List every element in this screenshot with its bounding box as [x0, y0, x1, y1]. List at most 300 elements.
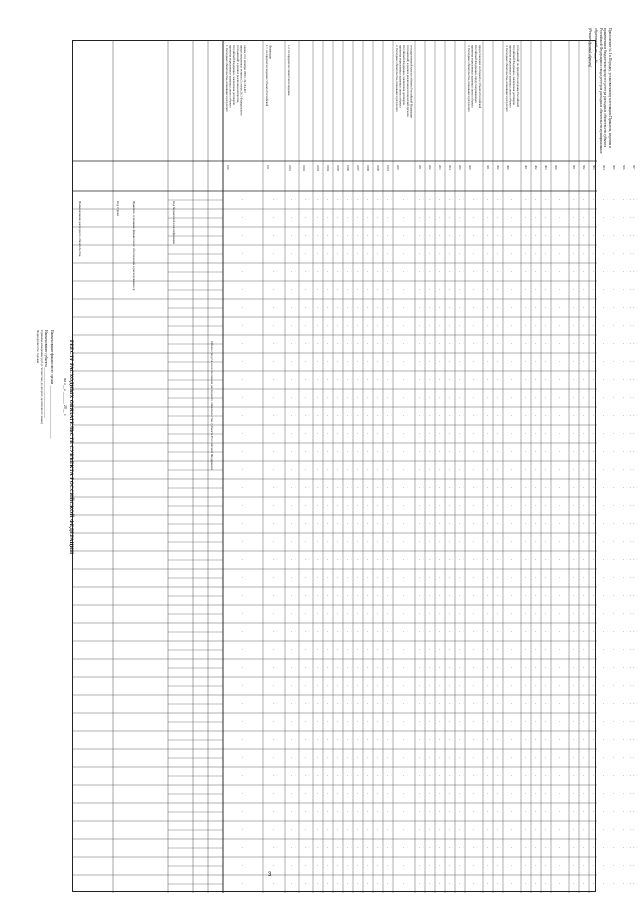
table-cell: -: [613, 629, 615, 633]
table-cell: -: [367, 557, 369, 561]
table-cell: -: [511, 647, 513, 651]
table-cell: -: [593, 305, 595, 309]
table-cell: -: [347, 503, 349, 507]
table-cell: -: [633, 629, 635, 633]
table-cell: -: [630, 701, 632, 705]
table-cell: -: [337, 521, 339, 525]
table-cell: -: [545, 575, 547, 579]
table-cell: -: [487, 755, 489, 759]
table-cell: -: [439, 719, 441, 723]
table-cell: -: [367, 611, 369, 615]
table-cell: -: [317, 755, 319, 759]
table-cell: -: [291, 773, 293, 777]
table-cell: -: [535, 665, 537, 669]
table-cell: -: [357, 701, 359, 705]
row-code: 301: [486, 165, 490, 170]
table-cell: -: [347, 611, 349, 615]
table-cell: -: [473, 233, 475, 237]
table-cell: -: [545, 287, 547, 291]
table-cell: -: [593, 197, 595, 201]
table-cell: -: [367, 197, 369, 201]
table-cell: -: [573, 323, 575, 327]
table-cell: -: [459, 269, 461, 273]
table-cell: -: [387, 827, 389, 831]
table-cell: -: [439, 773, 441, 777]
table-cell: -: [545, 719, 547, 723]
row-label: принятия нормативных правовых актов субъекта: [228, 45, 233, 108]
table-cell: -: [583, 755, 585, 759]
table-cell: -: [347, 647, 349, 651]
table-cell: -: [377, 701, 379, 705]
table-cell: -: [497, 341, 499, 345]
table-cell: -: [242, 629, 244, 633]
table-cell: -: [497, 413, 499, 417]
table-cell: -: [387, 287, 389, 291]
table-cell: -: [439, 827, 441, 831]
table-cell: -: [317, 269, 319, 273]
table-cell: -: [347, 251, 349, 255]
table-cell: -: [377, 773, 379, 777]
table-cell: -: [273, 863, 275, 867]
table-cell: -: [429, 737, 431, 741]
table-cell: -: [449, 845, 451, 849]
table-cell: -: [525, 341, 527, 345]
table-cell: -: [633, 863, 635, 867]
table-cell: -: [367, 485, 369, 489]
table-cell: -: [429, 449, 431, 453]
table-cell: -: [511, 341, 513, 345]
table-cell: -: [525, 377, 527, 381]
table-cell: -: [535, 233, 537, 237]
table-cell: -: [403, 809, 405, 813]
table-cell: -: [291, 251, 293, 255]
table-cell: -: [545, 863, 547, 867]
table-cell: -: [439, 395, 441, 399]
table-cell: -: [573, 719, 575, 723]
table-cell: -: [511, 323, 513, 327]
row-code: 1002: [302, 165, 306, 171]
table-cell: -: [583, 215, 585, 219]
table-cell: -: [429, 863, 431, 867]
table-cell: -: [387, 269, 389, 273]
table-cell: -: [573, 449, 575, 453]
table-cell: -: [419, 467, 421, 471]
table-cell: -: [459, 719, 461, 723]
table-cell: -: [535, 359, 537, 363]
table-cell: -: [347, 881, 349, 885]
table-cell: -: [583, 197, 585, 201]
table-cell: -: [377, 449, 379, 453]
table-cell: -: [357, 521, 359, 525]
table-cell: -: [545, 683, 547, 687]
table-cell: -: [419, 593, 421, 597]
table-cell: -: [327, 467, 329, 471]
table-cell: -: [583, 737, 585, 741]
table-cell: -: [593, 233, 595, 237]
table-cell: -: [535, 215, 537, 219]
table-cell: -: [559, 881, 561, 885]
table-cell: -: [573, 413, 575, 417]
table-cell: -: [525, 431, 527, 435]
table-cell: -: [473, 737, 475, 741]
table-cell: -: [327, 809, 329, 813]
table-cell: -: [419, 719, 421, 723]
table-cell: -: [242, 287, 244, 291]
table-cell: -: [487, 773, 489, 777]
table-cell: -: [525, 197, 527, 201]
table-cell: -: [583, 827, 585, 831]
table-cell: -: [357, 287, 359, 291]
table-cell: -: [573, 395, 575, 399]
table-cell: -: [291, 647, 293, 651]
table-cell: -: [291, 539, 293, 543]
table-cell: -: [273, 251, 275, 255]
row-label: закона от 6 октября 1999 г. № 184-ФЗ: [243, 45, 247, 93]
table-cell: -: [403, 215, 405, 219]
table-cell: -: [291, 395, 293, 399]
table-cell: -: [317, 323, 319, 327]
table-cell: -: [429, 341, 431, 345]
table-cell: -: [603, 593, 605, 597]
table-cell: -: [317, 773, 319, 777]
table-cell: -: [497, 467, 499, 471]
table-cell: -: [377, 323, 379, 327]
table-cell: -: [377, 629, 379, 633]
table-cell: -: [487, 233, 489, 237]
table-cell: -: [429, 719, 431, 723]
table-cell: -: [347, 863, 349, 867]
table-cell: -: [603, 629, 605, 633]
table-cell: -: [357, 611, 359, 615]
table-cell: -: [429, 485, 431, 489]
header-cell: Код строки: [116, 201, 120, 217]
table-cell: -: [603, 791, 605, 795]
table-cell: -: [573, 809, 575, 813]
table-cell: -: [337, 575, 339, 579]
row-code: 1004: [326, 165, 330, 171]
table-cell: -: [357, 755, 359, 759]
table-cell: -: [367, 233, 369, 237]
table-cell: -: [525, 737, 527, 741]
page-number: 3: [268, 872, 272, 878]
table-cell: -: [242, 323, 244, 327]
table-cell: -: [377, 827, 379, 831]
table-cell: -: [347, 755, 349, 759]
table-cell: -: [403, 269, 405, 273]
table-cell: -: [511, 377, 513, 381]
table-cell: -: [603, 395, 605, 399]
table-cell: -: [439, 557, 441, 561]
row-label: принятия нормативных правовых актов субъекта: [508, 45, 513, 108]
table-cell: -: [487, 413, 489, 417]
row-code: 205: [458, 165, 462, 170]
table-cell: -: [291, 701, 293, 705]
table-cell: -: [497, 449, 499, 453]
table-cell: -: [317, 665, 319, 669]
table-cell: -: [273, 395, 275, 399]
table-cell: -: [377, 377, 379, 381]
table-cell: -: [459, 521, 461, 525]
table-cell: -: [583, 467, 585, 471]
table-cell: -: [439, 503, 441, 507]
table-cell: -: [459, 233, 461, 237]
table-cell: -: [623, 521, 625, 525]
table-cell: -: [419, 521, 421, 525]
table-cell: -: [242, 683, 244, 687]
table-cell: -: [623, 791, 625, 795]
table-cell: -: [573, 431, 575, 435]
table-cell: -: [633, 791, 635, 795]
table-cell: -: [573, 665, 575, 669]
table-cell: -: [559, 575, 561, 579]
table-cell: -: [613, 197, 615, 201]
table-cell: -: [593, 629, 595, 633]
table-cell: -: [419, 827, 421, 831]
table-cell: -: [525, 503, 527, 507]
table-cell: -: [487, 827, 489, 831]
table-cell: -: [473, 557, 475, 561]
table-cell: -: [357, 215, 359, 219]
table-cell: -: [367, 467, 369, 471]
table-cell: -: [487, 575, 489, 579]
table-cell: -: [367, 791, 369, 795]
table-cell: -: [291, 593, 293, 597]
table-cell: -: [403, 305, 405, 309]
table-cell: -: [242, 701, 244, 705]
table-cell: -: [487, 485, 489, 489]
table-cell: -: [545, 521, 547, 525]
table-cell: -: [593, 845, 595, 849]
table-cell: -: [535, 719, 537, 723]
table-cell: -: [630, 665, 632, 669]
table-cell: -: [403, 503, 405, 507]
table-cell: -: [633, 341, 635, 345]
table-cell: -: [439, 287, 441, 291]
table-cell: -: [242, 665, 244, 669]
table-cell: -: [559, 809, 561, 813]
table-cell: -: [337, 881, 339, 885]
table-cell: -: [387, 305, 389, 309]
table-cell: -: [403, 557, 405, 561]
table-cell: -: [305, 251, 307, 255]
table-cell: -: [291, 683, 293, 687]
table-cell: -: [535, 467, 537, 471]
table-cell: -: [367, 305, 369, 309]
table-cell: -: [367, 251, 369, 255]
table-cell: -: [593, 377, 595, 381]
table-cell: -: [317, 701, 319, 705]
table-cell: -: [633, 701, 635, 705]
table-cell: -: [459, 467, 461, 471]
table-cell: -: [305, 539, 307, 543]
table-cell: -: [242, 431, 244, 435]
table-cell: -: [439, 341, 441, 345]
table-cell: -: [403, 647, 405, 651]
table-cell: -: [273, 647, 275, 651]
table-cell: -: [367, 215, 369, 219]
table-cell: -: [487, 845, 489, 849]
table-cell: -: [487, 251, 489, 255]
table-cell: -: [273, 341, 275, 345]
table-cell: -: [559, 665, 561, 669]
table-cell: -: [449, 269, 451, 273]
table-cell: -: [449, 539, 451, 543]
table-cell: -: [603, 809, 605, 813]
table-cell: -: [623, 593, 625, 597]
table-cell: -: [291, 269, 293, 273]
row-code: 403: [544, 165, 548, 170]
table-cell: -: [337, 287, 339, 291]
table-cell: -: [449, 377, 451, 381]
table-cell: -: [439, 845, 441, 849]
table-cell: -: [511, 827, 513, 831]
table-cell: -: [449, 251, 451, 255]
table-cell: -: [511, 269, 513, 273]
table-cell: -: [337, 647, 339, 651]
table-cell: -: [623, 611, 625, 615]
table-cell: -: [487, 503, 489, 507]
table-cell: -: [525, 647, 527, 651]
table-cell: -: [387, 413, 389, 417]
table-cell: -: [327, 683, 329, 687]
table-cell: -: [357, 593, 359, 597]
table-cell: -: [630, 827, 632, 831]
table-cell: -: [317, 413, 319, 417]
table-cell: -: [603, 197, 605, 201]
table-cell: -: [497, 881, 499, 885]
table-cell: -: [429, 593, 431, 597]
table-cell: -: [357, 359, 359, 363]
table-cell: -: [630, 863, 632, 867]
table-cell: -: [291, 719, 293, 723]
table-cell: -: [525, 881, 527, 885]
table-cell: -: [497, 755, 499, 759]
table-cell: -: [357, 647, 359, 651]
table-cell: -: [459, 701, 461, 705]
table-cell: -: [439, 539, 441, 543]
table-cell: -: [305, 809, 307, 813]
table-cell: -: [317, 683, 319, 687]
table-cell: -: [305, 755, 307, 759]
table-cell: -: [593, 791, 595, 795]
table-cell: -: [403, 593, 405, 597]
table-cell: -: [473, 287, 475, 291]
table-cell: -: [449, 413, 451, 417]
table-cell: -: [535, 395, 537, 399]
table-cell: -: [545, 197, 547, 201]
table-cell: -: [317, 809, 319, 813]
table-cell: -: [633, 449, 635, 453]
table-cell: -: [593, 341, 595, 345]
table-cell: -: [630, 629, 632, 633]
table-cell: -: [573, 863, 575, 867]
table-cell: -: [305, 665, 307, 669]
table-cell: -: [377, 539, 379, 543]
table-cell: -: [487, 557, 489, 561]
table-cell: -: [487, 737, 489, 741]
table-cell: -: [419, 197, 421, 201]
table-cell: -: [429, 683, 431, 687]
table-cell: -: [317, 431, 319, 435]
table-cell: -: [317, 827, 319, 831]
table-cell: -: [403, 413, 405, 417]
table-cell: -: [377, 863, 379, 867]
row-label: (соглашений) в рамках реализации полномочий органов: [405, 45, 410, 117]
table-cell: -: [623, 737, 625, 741]
table-cell: -: [337, 323, 339, 327]
table-cell: -: [291, 827, 293, 831]
row-code: 1007: [356, 165, 360, 171]
table-cell: -: [630, 377, 632, 381]
table-cell: -: [633, 377, 635, 381]
row-label: предоставление из бюджета субъекта Российской: [477, 45, 482, 109]
table-cell: -: [535, 323, 537, 327]
table-cell: -: [387, 701, 389, 705]
table-cell: -: [403, 395, 405, 399]
table-cell: -: [559, 467, 561, 471]
table-cell: -: [387, 539, 389, 543]
table-cell: -: [535, 701, 537, 705]
table-cell: -: [429, 287, 431, 291]
table-cell: -: [439, 431, 441, 435]
table-cell: -: [459, 485, 461, 489]
table-cell: -: [387, 377, 389, 381]
table-cell: -: [603, 467, 605, 471]
table-cell: -: [487, 863, 489, 867]
table-cell: -: [613, 341, 615, 345]
table-cell: -: [593, 323, 595, 327]
table-cell: -: [623, 323, 625, 327]
table-cell: -: [525, 755, 527, 759]
table-cell: -: [613, 881, 615, 885]
table-cell: -: [630, 359, 632, 363]
table-cell: -: [535, 755, 537, 759]
table-cell: -: [473, 323, 475, 327]
table-cell: -: [525, 683, 527, 687]
table-cell: -: [583, 881, 585, 885]
table-cell: -: [367, 413, 369, 417]
table-cell: -: [347, 467, 349, 471]
table-cell: -: [327, 449, 329, 453]
table-cell: -: [305, 773, 307, 777]
table-cell: -: [403, 251, 405, 255]
row-code: 1010: [386, 165, 390, 171]
row-code: 201: [418, 165, 422, 170]
table-cell: -: [573, 467, 575, 471]
table-cell: -: [573, 611, 575, 615]
table-cell: -: [357, 269, 359, 273]
table-cell: -: [487, 323, 489, 327]
table-cell: -: [511, 233, 513, 237]
table-cell: -: [273, 611, 275, 615]
table-cell: -: [337, 431, 339, 435]
table-cell: -: [545, 503, 547, 507]
table-cell: -: [403, 323, 405, 327]
table-cell: -: [630, 773, 632, 777]
table-cell: -: [291, 431, 293, 435]
table-cell: -: [497, 485, 499, 489]
table-cell: -: [305, 701, 307, 705]
table-cell: -: [545, 215, 547, 219]
table-cell: -: [623, 863, 625, 867]
table-cell: -: [242, 395, 244, 399]
table-cell: -: [497, 377, 499, 381]
table-cell: -: [497, 323, 499, 327]
table-cell: -: [487, 431, 489, 435]
table-cell: -: [449, 611, 451, 615]
table-cell: -: [291, 287, 293, 291]
table-cell: -: [593, 395, 595, 399]
